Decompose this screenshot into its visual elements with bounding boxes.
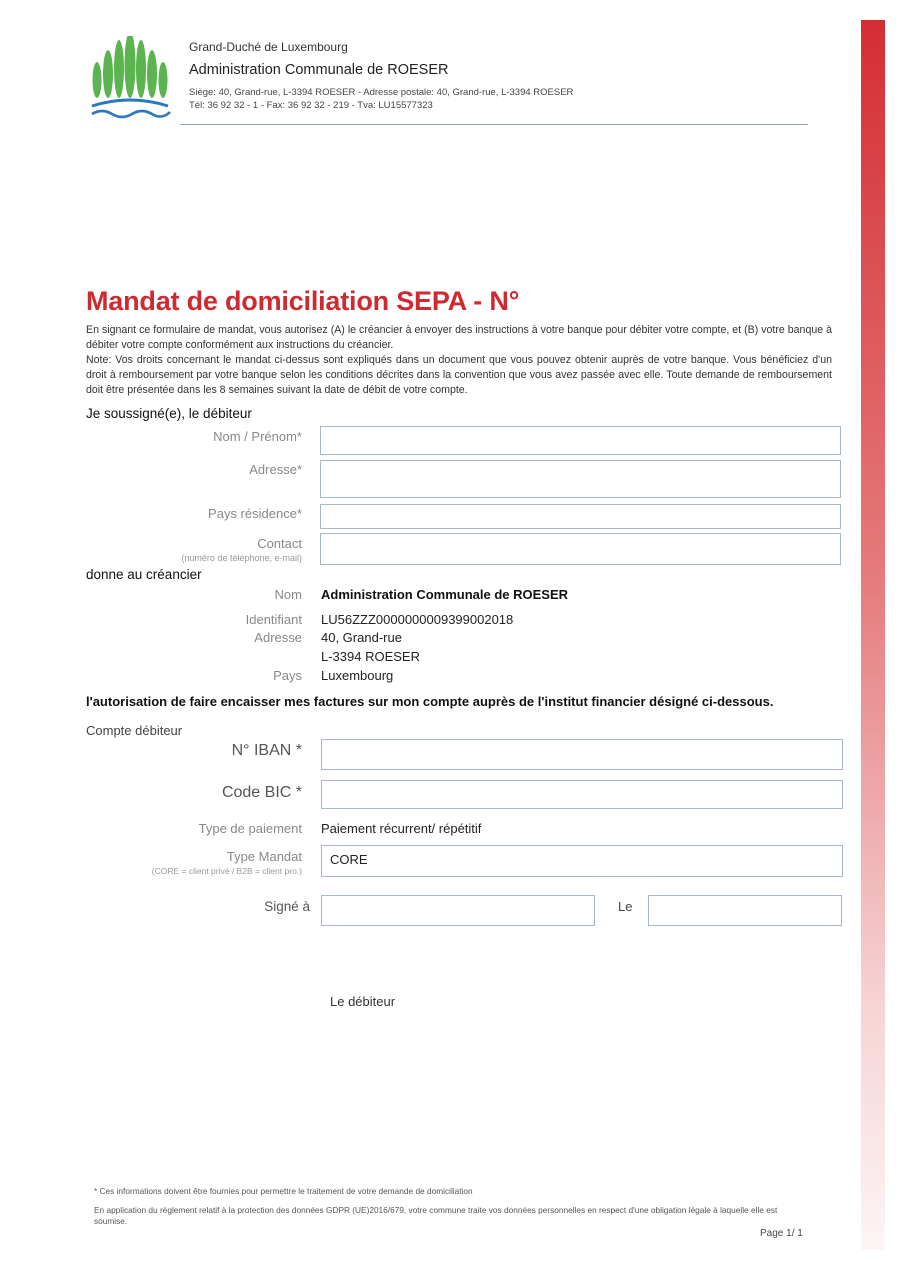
debtor-heading: Je soussigné(e), le débiteur	[86, 406, 252, 421]
mandate-type-sublabel: (CORE = client privé / B2B = client pro.)	[151, 866, 302, 876]
signed-at-label: Signé à	[264, 899, 310, 914]
creditor-name-label: Nom	[274, 587, 302, 602]
mandate-type-value: CORE	[330, 852, 368, 867]
intro-paragraph-2: Note: Vos droits concernant le mandat ci-dessus sont expliqués dans un document que vous pouvez obtenir auprès de votre banque. Vous bénéficiez d'un droit à remboursement par votre banque selon les conditions décrites dans la convention que vous avez passée avec elle. Toute demande de remboursement doit être présentée dans les 8 semaines suivant la date de débit de votre compte.	[86, 354, 832, 396]
name-field[interactable]	[320, 426, 841, 455]
creditor-country-label: Pays	[273, 668, 302, 683]
header-divider	[180, 124, 808, 125]
creditor-address-label: Adresse	[254, 630, 302, 645]
creditor-heading: donne au créancier	[86, 567, 202, 582]
header-address-block	[189, 86, 573, 112]
contact-sublabel: (numéro de téléphone, e-mail)	[181, 553, 302, 563]
date-field[interactable]	[648, 895, 842, 926]
address-label: Adresse*	[249, 462, 302, 477]
name-label: Nom / Prénom*	[213, 429, 302, 444]
bic-field[interactable]	[321, 780, 843, 809]
creditor-country-value: Luxembourg	[321, 668, 394, 683]
header-address-line: Siège: 40, Grand-rue, L-3394 ROESER - Adresse postale: 40, Grand-rue, L-3394 ROESER	[189, 87, 574, 98]
authorisation-text: l'autorisation de faire encaisser mes factures sur mon compte auprès de l'institut financier désigné ci-dessous.	[86, 694, 774, 709]
page-number: Page 1/ 1	[760, 1228, 803, 1239]
address-field[interactable]	[320, 460, 841, 498]
payment-type-value: Paiement récurrent/ répétitif	[321, 821, 482, 836]
payment-type-label: Type de paiement	[198, 821, 302, 836]
decorative-red-bar	[861, 20, 885, 1250]
contact-field[interactable]	[320, 533, 841, 565]
creditor-id-value: LU56ZZZ0000000009399002018	[321, 612, 514, 627]
iban-field[interactable]	[321, 739, 843, 770]
account-heading: Compte débiteur	[86, 723, 183, 738]
intro-text	[86, 323, 832, 398]
creditor-address-line-2: L-3394 ROESER	[321, 649, 420, 664]
creditor-id-label: Identifiant	[245, 612, 302, 627]
debtor-signature-label: Le débiteur	[330, 994, 396, 1009]
signed-at-field[interactable]	[321, 895, 595, 926]
contact-label: Contact	[257, 536, 302, 551]
footer-note-required: * Ces informations doivent être fournies pour permettre le traitement de votre demande de domiciliation	[94, 1186, 473, 1196]
country-residence-field[interactable]	[320, 504, 841, 529]
creditor-name-value: Administration Communale de ROESER	[321, 587, 569, 602]
country-residence-label: Pays résidence*	[208, 506, 302, 521]
intro-paragraph-1: En signant ce formulaire de mandat, vous autorisez (A) le créancier à envoyer des instructions à votre banque pour débiter votre compte, et (B) votre banque à débiter votre compte conformément aux instructions du créancier.	[86, 324, 832, 351]
commune-logo-icon	[88, 36, 172, 122]
bic-label: Code BIC *	[221, 784, 302, 801]
mandate-type-field[interactable]	[321, 845, 843, 877]
iban-label: N° IBAN *	[231, 742, 302, 759]
header-country: Grand-Duché de Luxembourg	[189, 40, 348, 54]
page-title: Mandat de domiciliation SEPA - N°	[86, 286, 520, 316]
header-contact-line: Tél: 36 92 32 - 1 - Fax: 36 92 32 - 219 - Tva: LU15577323	[189, 100, 433, 111]
mandate-type-label: Type Mandat	[226, 849, 302, 864]
footer-note-gdpr: En application du règlement relatif à la protection des données GDPR (UE)2016/679, votre commune traite vos données personnelles en respect d'une obligation légale à laquelle elle est soumise.	[94, 1205, 778, 1226]
creditor-address-line-1: 40, Grand-rue	[321, 630, 402, 645]
header-org-name: Administration Communale de ROESER	[189, 62, 449, 78]
date-label: Le	[618, 899, 633, 914]
